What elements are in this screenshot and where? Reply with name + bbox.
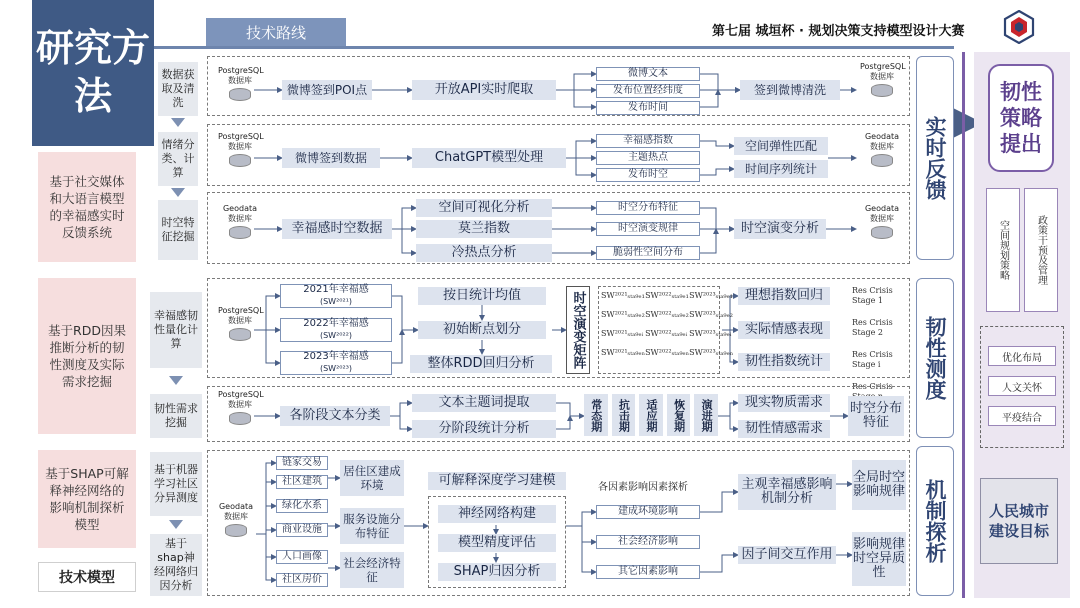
item-weibo-text: 微博文本 (596, 67, 700, 81)
item-evolution: 时空演变规律 (596, 222, 700, 236)
postgres-db (218, 66, 262, 101)
item-topic: 主题热点 (596, 151, 700, 165)
sw-cell: SW²⁰²³ₛₜₐ₉ₑ₂ (689, 310, 733, 319)
phase-row (584, 394, 718, 436)
factor-lianjia: 链家交易 (276, 456, 328, 470)
impact-socio: 社会经济影响 (596, 535, 700, 549)
node-daily-mean: 按日统计均值 (418, 287, 546, 305)
phase-3: 恢复期 (667, 394, 691, 436)
section-title: 研究方法 (32, 0, 154, 146)
step-resilience-quantification: 幸福感韧性量化计算 (150, 292, 202, 368)
sub-col-spatial (986, 188, 1020, 312)
db-name: Geodata (864, 204, 900, 213)
node-global-pattern: 全局时空影响规律 (852, 460, 906, 510)
db-name: PostgreSQL (218, 132, 264, 141)
node-mechanism: 主观幸福感影响机制分析 (738, 474, 836, 510)
node-weibo-clean: 签到微博清洗 (740, 80, 840, 100)
year-sub: (SW²⁰²³) (319, 364, 353, 373)
node-chatgpt: ChatGPT模型处理 (412, 148, 566, 168)
year-label: 2021年幸福感 (303, 284, 369, 295)
step-ml-differentiation: 基于机器学习社区分异测度 (150, 452, 202, 516)
impact-built: 建成环境影响 (596, 505, 700, 519)
sw-matrix (598, 286, 734, 374)
year-2023 (280, 351, 392, 375)
model-title: 可解释深度学习建模 (428, 472, 566, 490)
geodata-db (860, 132, 904, 167)
node-distribution-out: 时空分布特征 (848, 396, 904, 436)
section-mechanism-text: 机制探析 (923, 479, 947, 563)
node-api-crawl: 开放API实时爬取 (412, 80, 556, 100)
matrix-label-text: 时空演变矩阵 (570, 291, 586, 369)
node-spatial-match: 空间弹性匹配 (734, 137, 828, 155)
db-label: 数据库 (228, 316, 252, 325)
section-realtime-text: 实时反馈 (923, 116, 947, 200)
db-name: Geodata (222, 204, 258, 213)
db-label: 数据库 (228, 400, 252, 409)
postgres-db-out (860, 62, 904, 97)
database-icon (871, 154, 893, 167)
res-stage-n: Res Crisis (852, 382, 893, 391)
section-resilience (916, 278, 954, 438)
factor-housing-price: 社区房价 (276, 573, 328, 587)
year-2022 (280, 318, 392, 342)
db-name: Geodata (218, 502, 254, 511)
postgres-db (218, 306, 262, 341)
item-care: 人文关怀 (988, 376, 1056, 396)
node-actual-emotion: 实际情感表现 (738, 321, 830, 339)
phase-1: 抗击期 (612, 394, 636, 436)
explore-title: 各因素影响因素探析 (598, 482, 688, 493)
phase-2: 适应期 (639, 394, 663, 436)
sub-col-spatial-text: 空间规划策略 (997, 220, 1009, 280)
database-icon (871, 84, 893, 97)
section-realtime (916, 56, 954, 260)
phase-4: 演进期 (694, 394, 718, 436)
db-label: 数据库 (228, 76, 252, 85)
db-label: 数据库 (870, 72, 894, 81)
factor-population: 人口画像 (276, 550, 328, 564)
node-material-demand: 现实物质需求 (738, 394, 830, 412)
node-resilience-stat: 韧性指数统计 (738, 353, 830, 371)
geodata-db (860, 204, 904, 239)
step-spatiotemporal-mining: 时空特征挖掘 (158, 200, 198, 260)
node-moran: 莫兰指数 (416, 220, 552, 238)
factor-building: 社区建筑 (276, 475, 328, 489)
step-arrow (171, 118, 185, 127)
sw-cell: SW²⁰²³ₛₜₐ₉ₑᵢ (689, 329, 732, 338)
year-2021 (280, 284, 392, 308)
header-rule (154, 46, 954, 49)
section-mechanism (916, 446, 954, 596)
year-sub: (SW²⁰²²) (319, 331, 353, 340)
step-arrow (169, 376, 183, 385)
node-topic-extract: 文本主题词提取 (412, 394, 556, 412)
group-services: 服务设施分布特征 (340, 508, 404, 544)
sw-cell: SW²⁰²¹ₛₜₐ₉ₑᵢ (601, 329, 644, 338)
step-emotion-classification: 情绪分类、计算 (158, 132, 198, 186)
res-stage-i: Res Crisis Stage i (852, 350, 893, 369)
model-step-shap: SHAP归因分析 (438, 563, 556, 581)
item-happiness-index: 幸福感指数 (596, 134, 700, 148)
contest-logo-icon (1002, 10, 1036, 44)
factor-green: 绿化水系 (276, 499, 328, 513)
item-pandemic: 平疫结合 (988, 406, 1056, 426)
db-label: 数据库 (870, 142, 894, 151)
node-rdd: 整体RDD回归分析 (410, 355, 552, 373)
database-icon (225, 524, 247, 537)
item-location: 发布位置经纬度 (596, 84, 700, 98)
node-text-class: 各阶段文本分类 (280, 406, 390, 426)
db-label: 数据库 (870, 214, 894, 223)
year-label: 2023年幸福感 (303, 351, 369, 362)
postgres-db (218, 132, 262, 167)
item-optimize: 优化布局 (988, 346, 1056, 366)
sw-cell: SW²⁰²²ₛₜₐ₉ₑ₂ (645, 310, 689, 319)
policy-title: 韧性策略提出 (988, 64, 1054, 172)
node-happiness-data: 幸福感时空数据 (282, 219, 392, 239)
factor-commercial: 商业设施 (276, 523, 328, 537)
database-icon (229, 226, 251, 239)
step-arrow (169, 520, 183, 529)
phase-0: 常态期 (584, 394, 608, 436)
item-time: 发布时间 (596, 101, 700, 115)
group-residential: 居住区建成环境 (340, 460, 404, 496)
sub-col-policy-text: 政策干预及管理 (1035, 215, 1047, 285)
item-post-spacetime: 发布时空 (596, 168, 700, 182)
sw-cell: SW²⁰²²ₛₜₐ₉ₑₙ (645, 348, 690, 357)
node-weibo-poi: 微博签到POI点 (282, 80, 372, 100)
step-data-acquisition: 数据获取及清洗 (158, 62, 198, 116)
impact-other: 其它因素影响 (596, 565, 700, 579)
sw-cell: SW²⁰²¹ₛₜₐ₉ₑ₂ (601, 310, 645, 319)
db-name: PostgreSQL (218, 66, 264, 75)
node-stage-stat: 分阶段统计分析 (412, 420, 556, 438)
db-name: PostgreSQL (218, 390, 264, 399)
db-label: 数据库 (228, 214, 252, 223)
step-demand-mining: 韧性需求挖掘 (150, 394, 202, 438)
geodata-db (214, 502, 258, 537)
sw-cell: SW²⁰²³ₛₜₐ₉ₑ₁ (689, 291, 733, 300)
model-step-nn: 神经网络构建 (438, 505, 556, 523)
model-step-eval: 模型精度评估 (438, 534, 556, 552)
postgres-db (218, 390, 262, 425)
contest-title: 第七届 城垣杯 · 规划决策支持模型设计大赛 (712, 24, 965, 39)
node-timeseries: 时间序列统计 (734, 160, 828, 178)
item-vulnerability: 脆弱性空间分布 (596, 246, 700, 260)
strategy-divider (962, 52, 965, 598)
database-icon (229, 88, 251, 101)
node-emotional-demand: 韧性情感需求 (738, 420, 830, 438)
goal-box: 人民城市建设目标 (980, 478, 1058, 564)
db-name: Geodata (864, 132, 900, 141)
db-name: PostgreSQL (860, 62, 906, 71)
database-icon (871, 226, 893, 239)
tech-model-label: 技术模型 (38, 562, 136, 592)
section-resilience-text: 韧性测度 (923, 316, 947, 400)
year-sub: (SW²⁰²¹) (319, 297, 353, 306)
database-icon (229, 328, 251, 341)
node-evolution-analysis: 时空演变分析 (734, 219, 826, 239)
node-breakpoint: 初始断点划分 (418, 321, 546, 339)
matrix-label (566, 286, 590, 374)
left-label-1: 基于社交媒体和大语言模型的幸福感实时反馈系统 (38, 152, 136, 262)
node-hotspot: 冷热点分析 (416, 244, 552, 262)
group-socioeconomic: 社会经济特征 (340, 552, 404, 588)
left-label-2: 基于RDD因果推断分析的韧性测度及实际需求挖掘 (38, 278, 136, 434)
node-interaction: 因子间交互作用 (738, 546, 836, 564)
sw-cell: SW²⁰²¹ₛₜₐ₉ₑₙ (601, 348, 646, 357)
res-stage-2: Res Crisis Stage 2 (852, 318, 893, 337)
db-label: 数据库 (224, 512, 248, 521)
geodata-db (218, 204, 262, 239)
database-icon (229, 154, 251, 167)
step-arrow (171, 188, 185, 197)
db-name: PostgreSQL (218, 306, 264, 315)
res-list (852, 286, 908, 402)
left-label-3: 基于SHAP可解释神经网络的影响机制探析模型 (38, 450, 136, 548)
sub-col-policy (1024, 188, 1058, 312)
sw-cell: SW²⁰²¹ₛₜₐ₉ₑ₁ (601, 291, 645, 300)
sw-cell: SW²⁰²²ₛₜₐ₉ₑᵢ (645, 329, 688, 338)
db-label: 数据库 (228, 142, 252, 151)
tab-tech-route[interactable]: 技术路线 (206, 18, 346, 46)
sw-cell: SW²⁰²³ₛₜₐ₉ₑₙ (689, 348, 734, 357)
item-distribution: 时空分布特征 (596, 201, 700, 215)
step-shap-attribution: 基于shap神经网络归因分析 (150, 534, 202, 596)
res-stage-1: Res Crisis Stage 1 (852, 286, 893, 305)
node-heterogeneity: 影响规律时空异质性 (852, 532, 906, 586)
node-spatial-vis: 空间可视化分析 (416, 199, 552, 217)
database-icon (229, 412, 251, 425)
node-ideal-regression: 理想指数回归 (738, 287, 830, 305)
node-weibo-data: 微博签到数据 (282, 148, 380, 168)
year-label: 2022年幸福感 (303, 318, 369, 329)
sw-cell: SW²⁰²²ₛₜₐ₉ₑ₁ (645, 291, 689, 300)
